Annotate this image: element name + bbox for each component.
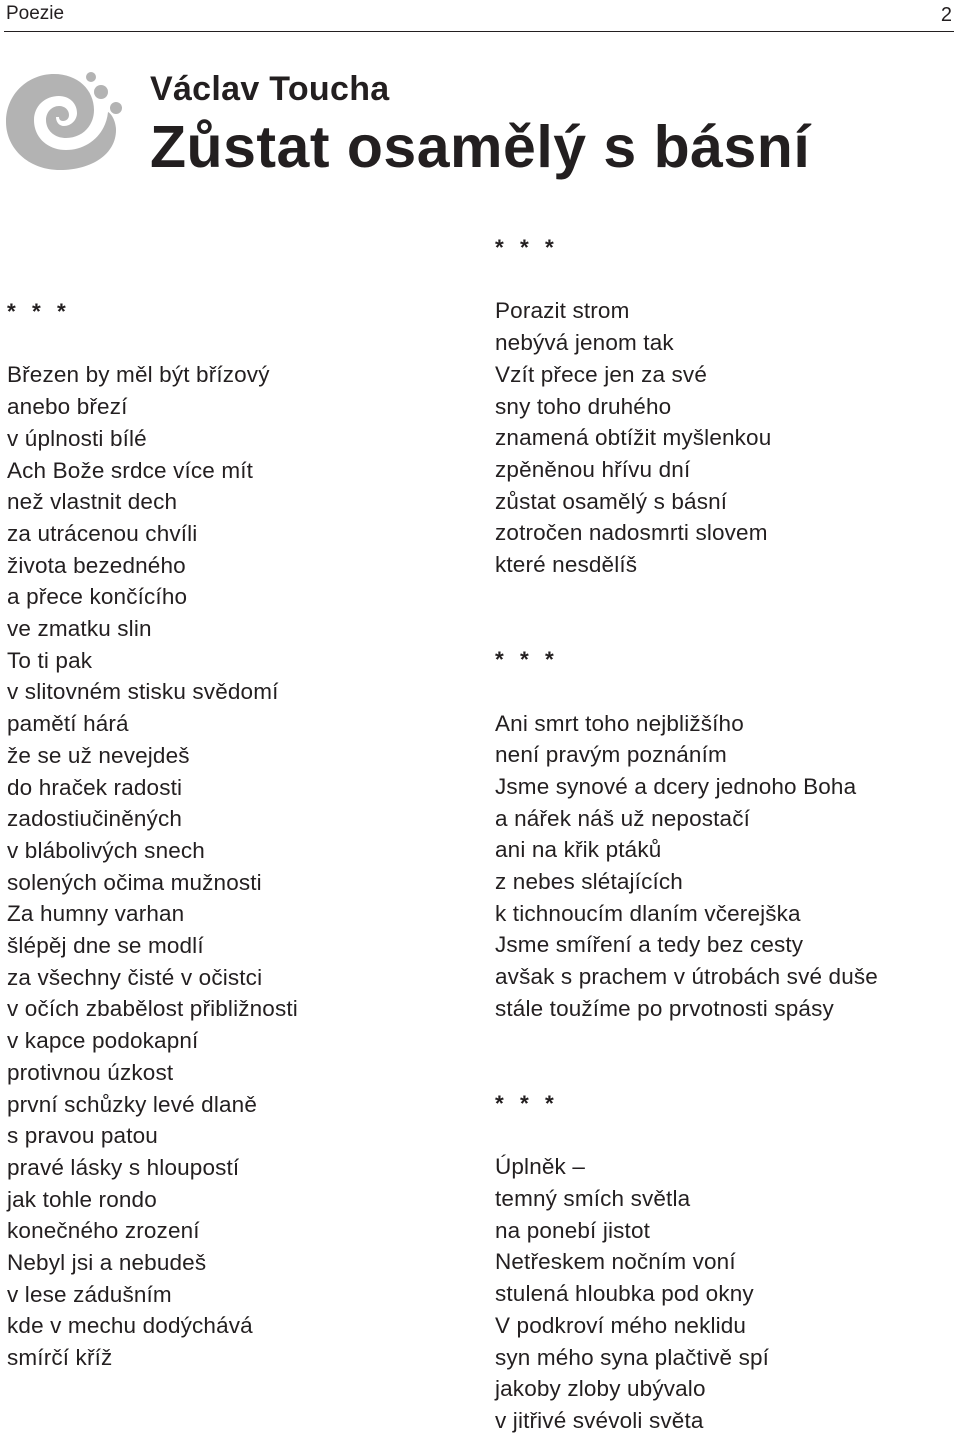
poem-line: protivnou úzkost <box>7 1059 174 1085</box>
poem-line: sny toho druhého <box>495 393 672 419</box>
poem-line: za utrácenou chvíli <box>7 520 198 546</box>
spiral-swirl-icon <box>2 68 126 178</box>
poem-line: že se už nevejdeš <box>7 742 190 768</box>
author-name: Václav Toucha <box>150 70 390 108</box>
poem-line: v očích zbabělost přibližnosti <box>7 996 298 1022</box>
poem-line: Netřeskem nočním voní <box>495 1249 736 1275</box>
poem-line: temný smích světla <box>495 1186 691 1212</box>
page-number: 2 <box>940 4 952 26</box>
poem-separator: * * * <box>7 299 71 324</box>
poem-line: stále toužíme po prvotnosti spásy <box>495 995 834 1021</box>
poem-line: Úplněk – <box>495 1154 586 1180</box>
poem-line: nebývá jenom tak <box>495 330 674 356</box>
poem-line: jakoby zloby ubývalo <box>495 1376 706 1402</box>
poem-line: anebo březí <box>7 394 128 420</box>
poem-line: první schůzky levé dlaně <box>7 1091 257 1117</box>
poem-line: na ponebí jistot <box>495 1217 651 1243</box>
poem-line: a přece končícího <box>7 584 188 610</box>
poem-line: za všechny čisté v očistci <box>7 964 263 990</box>
poem-line: pamětí hárá <box>7 711 129 737</box>
poem-line: k tichnoucím dlaním včerejška <box>495 900 801 926</box>
poem-line: Březen by měl být břízový <box>7 362 270 388</box>
poem-line: v lese zádušním <box>7 1281 172 1307</box>
poem-line: zůstat osamělý s básní <box>495 488 728 514</box>
poem-line: zadostiučiněných <box>7 806 183 832</box>
poem-line: než vlastnit dech <box>7 489 178 515</box>
poem-line: s pravou patou <box>7 1123 158 1149</box>
poem <box>7 296 467 1374</box>
poem-line: není pravým poznáním <box>495 742 727 768</box>
poem-line: konečného zrození <box>7 1218 200 1244</box>
poem-separator: * * * <box>495 235 559 260</box>
poem-separator: * * * <box>495 647 559 673</box>
poem-line: solených očima mužnosti <box>7 869 262 895</box>
poem-line: smírčí kříž <box>7 1345 113 1371</box>
header-divider <box>4 31 954 32</box>
poem-line: zpěněnou hřívu dní <box>495 456 691 482</box>
poem-separator: * * * <box>495 1090 559 1116</box>
poem-line: Ach Bože srdce více mít <box>7 457 254 483</box>
poem-line: znamená obtížit myšlenkou <box>495 425 772 451</box>
poem-line: Porazit strom <box>495 298 630 324</box>
poem <box>495 1088 955 1437</box>
poem-line: z nebes slétajících <box>495 869 683 895</box>
poem-line: Vzít přece jen za své <box>495 361 707 387</box>
poem-line: avšak s prachem v útrobách své duše <box>495 964 878 990</box>
poem-line: syn mého syna plačtivě spí <box>495 1344 770 1370</box>
poem-line: ani na křik ptáků <box>495 837 662 863</box>
poem-line: V podkroví mého neklidu <box>495 1312 747 1338</box>
poem <box>495 232 955 581</box>
poem-line: v jitřivé svévoli světa <box>495 1407 704 1433</box>
poem-line: v blábolivých snech <box>7 837 205 863</box>
poem-line: Jsme smíření a tedy bez cesty <box>495 932 804 958</box>
left-column <box>7 296 467 1374</box>
poem-line: šlépěj dne se modlí <box>7 933 204 959</box>
poem-line: do hraček radosti <box>7 774 183 800</box>
poem-line: kde v mechu dodýchává <box>7 1313 253 1339</box>
poem-line: které nesdělíš <box>495 552 638 578</box>
poem-line: ve zmatku slin <box>7 616 152 642</box>
poem-line: Ani smrt toho nejbližšího <box>495 710 744 736</box>
poem-line: v úplnosti bílé <box>7 425 147 451</box>
poem <box>495 644 955 1024</box>
poem-line: a nářek náš už nepostačí <box>495 805 751 831</box>
running-header-section: Poezie <box>6 3 65 24</box>
poem-line: v slitovném stisku svědomí <box>7 679 279 705</box>
poem-line: Jsme synové a dcery jednoho Boha <box>495 773 857 799</box>
poem-line: stulená hloubka pod okny <box>495 1281 754 1307</box>
poem-line: pravé lásky s hloupostí <box>7 1154 240 1180</box>
poem-line: To ti pak <box>7 647 93 673</box>
poem-line: Za humny varhan <box>7 901 185 927</box>
poem-line: Nebyl jsi a nebudeš <box>7 1250 207 1276</box>
right-column <box>495 232 955 1437</box>
page-title: Zůstat osamělý s básní <box>150 114 811 180</box>
poem-line: jak tohle rondo <box>7 1186 157 1212</box>
poem-line: v kapce podokapní <box>7 1028 199 1054</box>
poem-line: života bezedného <box>7 552 186 578</box>
poem-line: zotročen nadosmrti slovem <box>495 520 768 546</box>
